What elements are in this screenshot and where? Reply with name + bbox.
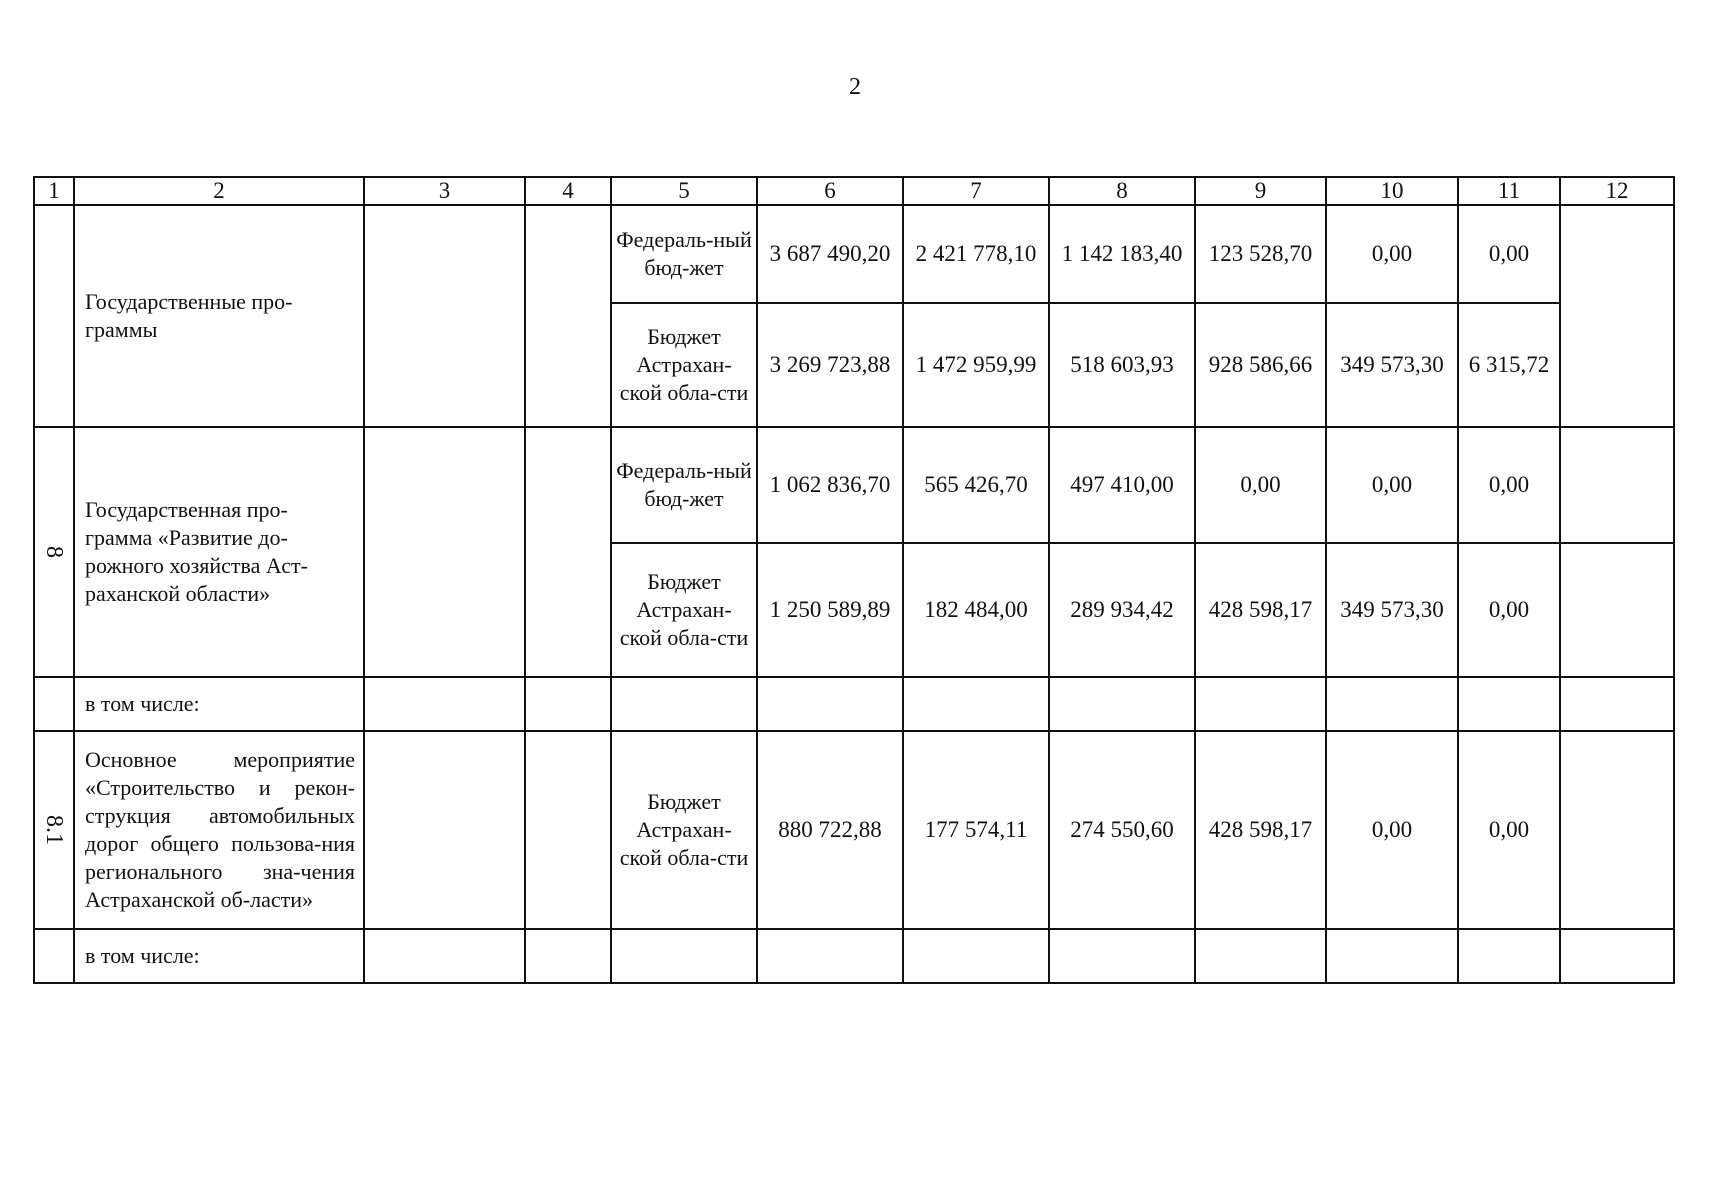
row-number: 8.1: [41, 815, 67, 845]
value-cell: 518 603,93: [1049, 303, 1195, 427]
funding-source: Федераль-ный бюд-жет: [611, 205, 757, 303]
value-cell: 0,00: [1458, 731, 1560, 929]
empty-cell: [611, 677, 757, 731]
value-cell: 1 472 959,99: [903, 303, 1049, 427]
value-cell: 0,00: [1458, 427, 1560, 543]
including-label: в том числе:: [74, 677, 364, 731]
value-cell: 880 722,88: [757, 731, 903, 929]
empty-cell: [525, 731, 611, 929]
empty-cell: [1195, 677, 1326, 731]
empty-cell: [34, 929, 74, 983]
value-cell: 3 269 723,88: [757, 303, 903, 427]
column-number: 2: [74, 177, 364, 205]
column-number: 1: [34, 177, 74, 205]
value-cell: 428 598,17: [1195, 543, 1326, 677]
column-number: 9: [1195, 177, 1326, 205]
row-number: 8: [41, 546, 67, 558]
value-cell: 928 586,66: [1195, 303, 1326, 427]
empty-cell: [757, 677, 903, 731]
page-number: 2: [849, 74, 861, 100]
value-cell: 0,00: [1458, 205, 1560, 303]
value-cell: 0,00: [1195, 427, 1326, 543]
empty-cell: [1560, 205, 1674, 427]
row-number-cell: [34, 731, 74, 929]
empty-cell: [525, 929, 611, 983]
value-cell: 349 573,30: [1326, 303, 1458, 427]
empty-cell: [903, 677, 1049, 731]
column-number: 12: [1560, 177, 1674, 205]
column-number: 6: [757, 177, 903, 205]
table-row: [34, 205, 1674, 303]
empty-cell: [1560, 929, 1674, 983]
empty-cell: [1560, 427, 1674, 543]
table-row: [34, 731, 1674, 929]
value-cell: 182 484,00: [903, 543, 1049, 677]
funding-source: Федераль-ный бюд-жет: [611, 427, 757, 543]
value-cell: 497 410,00: [1049, 427, 1195, 543]
empty-cell: [1560, 677, 1674, 731]
empty-cell: [1560, 543, 1674, 677]
column-number: 3: [364, 177, 525, 205]
column-number: 8: [1049, 177, 1195, 205]
empty-cell: [903, 929, 1049, 983]
funding-source: Бюджет Астрахан-ской обла-сти: [611, 543, 757, 677]
empty-cell: [1326, 929, 1458, 983]
table-row: [34, 427, 1674, 543]
value-cell: 0,00: [1326, 731, 1458, 929]
value-cell: 1 250 589,89: [757, 543, 903, 677]
value-cell: 0,00: [1458, 543, 1560, 677]
empty-cell: [525, 677, 611, 731]
funding-source: Бюджет Астрахан-ской обла-сти: [611, 303, 757, 427]
value-cell: 177 574,11: [903, 731, 1049, 929]
row-number-cell: [34, 205, 74, 427]
program-name: Государственная про-грамма «Развитие до-рожного хозяйства Аст-раханской области»: [74, 427, 364, 677]
value-cell: 349 573,30: [1326, 543, 1458, 677]
value-cell: 274 550,60: [1049, 731, 1195, 929]
value-cell: 123 528,70: [1195, 205, 1326, 303]
activity-name: Основное мероприятие «Строительство и рекон-струкция автомобильных дорог общего пользова-ния регионального зна-чения Астраханской об-ласти»: [74, 731, 364, 929]
empty-cell: [364, 427, 525, 677]
column-number: 7: [903, 177, 1049, 205]
row-number-cell: [34, 427, 74, 677]
empty-cell: [1458, 929, 1560, 983]
empty-cell: [525, 427, 611, 677]
column-number: 10: [1326, 177, 1458, 205]
empty-cell: [364, 731, 525, 929]
value-cell: 6 315,72: [1458, 303, 1560, 427]
empty-cell: [1195, 929, 1326, 983]
empty-cell: [1049, 677, 1195, 731]
empty-cell: [1560, 731, 1674, 929]
including-label: в том числе:: [74, 929, 364, 983]
empty-cell: [364, 677, 525, 731]
empty-cell: [364, 205, 525, 427]
empty-cell: [364, 929, 525, 983]
column-number: 5: [611, 177, 757, 205]
table-row: [34, 677, 1674, 731]
budget-table: [33, 176, 1675, 984]
value-cell: 428 598,17: [1195, 731, 1326, 929]
empty-cell: [757, 929, 903, 983]
empty-cell: [34, 677, 74, 731]
empty-cell: [1049, 929, 1195, 983]
value-cell: 1 142 183,40: [1049, 205, 1195, 303]
value-cell: 3 687 490,20: [757, 205, 903, 303]
value-cell: 2 421 778,10: [903, 205, 1049, 303]
empty-cell: [1326, 677, 1458, 731]
column-number: 4: [525, 177, 611, 205]
value-cell: 0,00: [1326, 205, 1458, 303]
empty-cell: [525, 205, 611, 427]
empty-cell: [611, 929, 757, 983]
column-number: 11: [1458, 177, 1560, 205]
value-cell: 565 426,70: [903, 427, 1049, 543]
empty-cell: [1458, 677, 1560, 731]
value-cell: 289 934,42: [1049, 543, 1195, 677]
program-name: Государственные про-граммы: [74, 205, 364, 427]
column-number-row: [34, 177, 1674, 205]
table-row: [34, 929, 1674, 983]
value-cell: 1 062 836,70: [757, 427, 903, 543]
funding-source: Бюджет Астрахан-ской обла-сти: [611, 731, 757, 929]
value-cell: 0,00: [1326, 427, 1458, 543]
